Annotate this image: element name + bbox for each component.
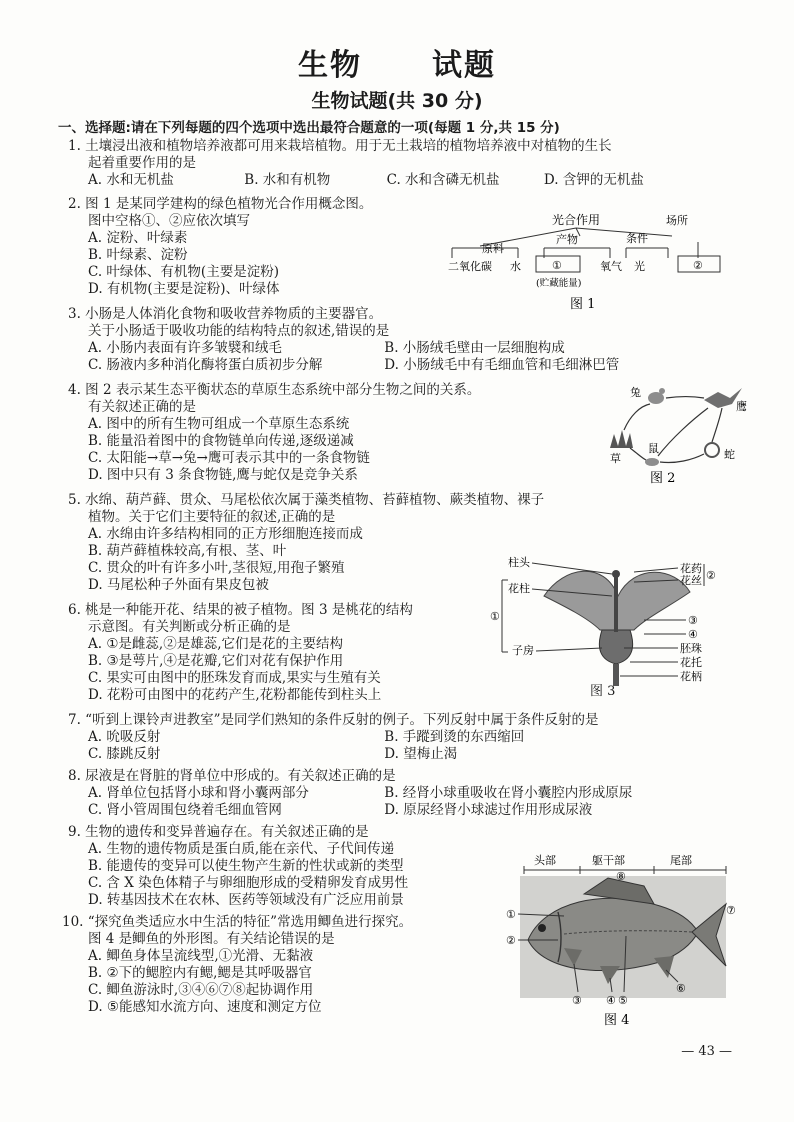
option-a[interactable]: A. 图中的所有生物可组成一个草原生态系统	[88, 416, 350, 432]
question-stem-line: 9. 生物的遗传和变异普遍存在。有关叙述正确的是	[68, 824, 369, 840]
option-row	[68, 746, 676, 763]
question-stem-line: 4. 图 2 表示某生态平衡状态的草原生态系统中部分生物之间的关系。	[68, 382, 481, 398]
fig2-mouse-label: 鼠	[648, 442, 659, 455]
option-row	[68, 785, 676, 802]
fig1-oxygen: 氧气	[600, 260, 622, 273]
question-stem-line: 图中空格①、②应依次填写	[88, 213, 250, 229]
question-7	[68, 712, 676, 763]
option-c[interactable]: C. 叶绿体、有机物(主要是淀粉)	[88, 264, 279, 280]
fig3-n1: ①	[490, 610, 500, 623]
option-d[interactable]: D. ⑤能感知水流方向、速度和测定方位	[88, 999, 322, 1015]
question-stem-line: 7. “听到上课铃声进教室”是同学们熟知的条件反射的例子。下列反射中属于条件反射的是	[68, 712, 599, 728]
fig1-water: 水	[510, 260, 521, 273]
option-b[interactable]: B. 小肠绒毛壁由一层细胞构成	[384, 340, 565, 356]
option-d[interactable]: D. 望梅止渴	[384, 746, 458, 762]
fig1-raw-label: 原料	[482, 242, 504, 255]
option-c[interactable]: C. 水和含磷无机盐	[386, 172, 500, 188]
fig4-tail: 尾部	[670, 854, 692, 867]
option-a[interactable]: A. 水绵由许多结构相同的正方形细胞连接而成	[88, 526, 363, 542]
fig1-blank-2: ②	[693, 259, 703, 272]
question-6	[68, 602, 413, 704]
option-b[interactable]: B. ②下的鳃腔内有鳃,鳃是其呼吸器官	[88, 965, 312, 981]
option-b[interactable]: B. 葫芦藓植株较高,有根、茎、叶	[88, 543, 287, 559]
question-1	[68, 138, 644, 189]
question-stem-line: 2. 图 1 是某同学建构的绿色植物光合作用概念图。	[68, 196, 373, 212]
fig1-top-label: 光合作用	[552, 213, 601, 227]
page-subtitle: 生物试题(共 30 分)	[311, 90, 483, 112]
fig4-n3: ③	[572, 994, 582, 1007]
figure-1-concept-map	[440, 212, 740, 314]
question-stem-line: 10. “探究鱼类适应水中生活的特征”常选用鲫鱼进行探究。	[62, 914, 413, 930]
option-a[interactable]: A. 鲫鱼身体呈流线型,①光滑、无黏液	[88, 948, 314, 964]
option-c[interactable]: C. 果实可由图中的胚珠发育而成,果实与生殖有关	[88, 670, 381, 686]
option-b[interactable]: B. 水和有机物	[244, 172, 331, 188]
fig3-ovule: 胚珠	[680, 642, 702, 655]
fig1-stored-energy: (贮藏能量)	[536, 278, 582, 289]
option-b[interactable]: B. 经肾小球重吸收在肾小囊腔内形成原尿	[384, 785, 633, 801]
question-stem-line: 5. 水绵、葫芦藓、贯众、马尾松依次属于藻类植物、苔藓植物、蕨类植物、裸子	[68, 492, 545, 508]
fig3-n4: ④	[688, 628, 698, 641]
option-a[interactable]: A. 淀粉、叶绿素	[88, 230, 188, 246]
option-c[interactable]: C. 肾小管周围包绕着毛细血管网	[88, 802, 282, 818]
option-b[interactable]: B. 叶绿素、淀粉	[88, 247, 188, 263]
mouse-shape	[645, 458, 659, 466]
option-a[interactable]: A. 生物的遗传物质是蛋白质,能在亲代、子代间传递	[88, 841, 395, 857]
option-d[interactable]: D. 有机物(主要是淀粉)、叶绿体	[88, 281, 280, 297]
option-d[interactable]: D. 原尿经肾小球滤过作用形成尿液	[384, 802, 593, 818]
fig1-co2: 二氧化碳	[448, 260, 492, 273]
fig3-filament: 花丝	[680, 574, 702, 587]
option-b[interactable]: B. ③是萼片,④是花瓣,它们对花有保护作用	[88, 653, 344, 669]
title-left: 生物	[298, 48, 362, 83]
option-a[interactable]: A. 水和无机盐	[88, 172, 174, 188]
fig3-pedicel: 花柄	[680, 670, 702, 683]
section-heading: 一、选择题:请在下列每题的四个选项中选出最符合题意的一项(每题 1 分,共 15 分)	[58, 120, 560, 136]
question-stem-line: 植物。关于它们主要特征的叙述,正确的是	[88, 509, 336, 525]
question-stem-line: 1. 土壤浸出液和植物培养液都可用来栽培植物。用于无土栽培的植物培养液中对植物的生长	[68, 138, 612, 154]
fig3-ovary: 子房	[512, 644, 534, 657]
question-stem-line: 8. 尿液是在肾脏的肾单位中形成的。有关叙述正确的是	[68, 768, 396, 784]
option-a[interactable]: A. 小肠内表面有许多皱襞和绒毛	[88, 340, 282, 356]
question-stem-line: 示意图。有关判断或分析正确的是	[88, 619, 291, 635]
option-d[interactable]: D. 转基因技术在农林、医药等领域没有广泛应用前景	[88, 892, 404, 908]
fig3-n2: ②	[706, 569, 716, 582]
figure-2-food-web	[600, 378, 752, 490]
option-row	[68, 340, 676, 357]
fig2-snake-label: 蛇	[724, 448, 735, 461]
question-stem-line: 3. 小肠是人体消化食物和吸收营养物质的主要器官。	[68, 306, 383, 322]
option-d[interactable]: D. 马尾松种子外面有果皮包被	[88, 577, 269, 593]
fig4-head: 头部	[534, 854, 556, 867]
fig2-eagle-label: 鹰	[736, 400, 747, 413]
fig1-light: 光	[634, 260, 645, 273]
question-3	[68, 306, 676, 374]
fig4-n2: ②	[506, 934, 516, 947]
option-row	[68, 357, 676, 374]
fig3-style: 花柱	[508, 582, 530, 595]
question-stem-line: 6. 桃是一种能开花、结果的被子植物。图 3 是桃花的结构	[68, 602, 413, 618]
option-c[interactable]: C. 太阳能→草→兔→鹰可表示其中的一条食物链	[88, 450, 370, 466]
option-d[interactable]: D. 小肠绒毛中有毛细血管和毛细淋巴管	[384, 357, 620, 373]
option-c[interactable]: C. 膝跳反射	[88, 746, 161, 762]
page-number: — 43 —	[681, 1044, 732, 1059]
option-row	[68, 802, 676, 819]
figure-3-peach-flower	[484, 556, 746, 698]
option-c[interactable]: C. 肠液内多种消化酶将蛋白质初步分解	[88, 357, 323, 373]
option-d[interactable]: D. 图中只有 3 条食物链,鹰与蛇仅是竞争关系	[88, 467, 358, 483]
fig1-place-label: 场所	[666, 214, 688, 227]
question-10	[62, 914, 412, 1016]
question-stem-line: 图 4 是鲫鱼的外形图。有关结论错误的是	[88, 931, 335, 947]
option-a[interactable]: A. ①是雌蕊,②是雄蕊,它们是花的主要结构	[88, 636, 344, 652]
question-4	[68, 382, 480, 484]
option-d[interactable]: D. 花粉可由图中的花药产生,花粉都能传到柱头上	[88, 687, 382, 703]
grass-shape	[610, 430, 633, 448]
fig4-n5: ⑤	[618, 994, 628, 1007]
question-9	[68, 824, 408, 909]
page-title	[0, 40, 794, 84]
fig1-blank-1: ①	[552, 259, 562, 272]
fig3-stigma: 柱头	[508, 556, 530, 569]
fig4-n4: ④	[606, 994, 616, 1007]
fig4-n8: ⑧	[616, 870, 626, 883]
fig4-n1: ①	[506, 908, 516, 921]
fig4-trunk: 躯干部	[592, 854, 625, 867]
fig3-caption: 图 3	[590, 684, 616, 699]
fig3-receptacle: 花托	[680, 656, 702, 669]
option-row	[68, 729, 676, 746]
fig4-n7: ⑦	[726, 904, 736, 917]
fig2-caption: 图 2	[650, 471, 676, 486]
title-right: 试题	[432, 48, 496, 83]
fish-eye	[538, 924, 546, 932]
option-d[interactable]: D. 含钾的无机盐	[543, 172, 644, 188]
snake-shape	[705, 443, 719, 457]
option-b[interactable]: B. 能量沿着图中的食物链单向传递,逐级递减	[88, 433, 354, 449]
option-b[interactable]: B. 手蹤到烫的东西缩回	[384, 729, 525, 745]
option-c[interactable]: C. 含 X 染色体精子与卵细胞形成的受精卵发育成男性	[88, 875, 409, 891]
option-c[interactable]: C. 贯众的叶有许多小叶,茎很短,用孢子繁殖	[88, 560, 345, 576]
fig2-grass-label: 草	[610, 452, 621, 465]
option-c[interactable]: C. 鲫鱼游泳时,③④⑥⑦⑧起协调作用	[88, 982, 314, 998]
fig4-caption: 图 4	[604, 1013, 630, 1028]
option-a[interactable]: A. 肾单位包括肾小球和肾小囊两部分	[88, 785, 309, 801]
question-stem-line: 起着重要作用的是	[88, 155, 196, 171]
question-5	[68, 492, 544, 594]
question-8	[68, 768, 676, 819]
figure-4-crucian-carp	[504, 852, 740, 1030]
question-stem-line: 关于小肠适于吸收功能的结构特点的叙述,错误的是	[88, 323, 390, 339]
question-2	[68, 196, 372, 298]
fig1-condition-label: 条件	[626, 232, 648, 245]
fig1-product-label: 产物	[556, 233, 578, 246]
option-a[interactable]: A. 吮吸反射	[88, 729, 161, 745]
pistil-style-shape	[614, 576, 618, 632]
fig4-n6: ⑥	[676, 982, 686, 995]
fig3-n3: ③	[688, 614, 698, 627]
question-stem-line: 有关叙述正确的是	[88, 399, 196, 415]
fig3-anther: 花药	[680, 562, 702, 575]
ovary-shape	[599, 630, 632, 664]
fig1-caption: 图 1	[570, 297, 596, 312]
fig2-rabbit-label: 兔	[630, 386, 641, 399]
option-row	[68, 172, 644, 189]
option-b[interactable]: B. 能遗传的变异可以使生物产生新的性状或新的类型	[88, 858, 404, 874]
